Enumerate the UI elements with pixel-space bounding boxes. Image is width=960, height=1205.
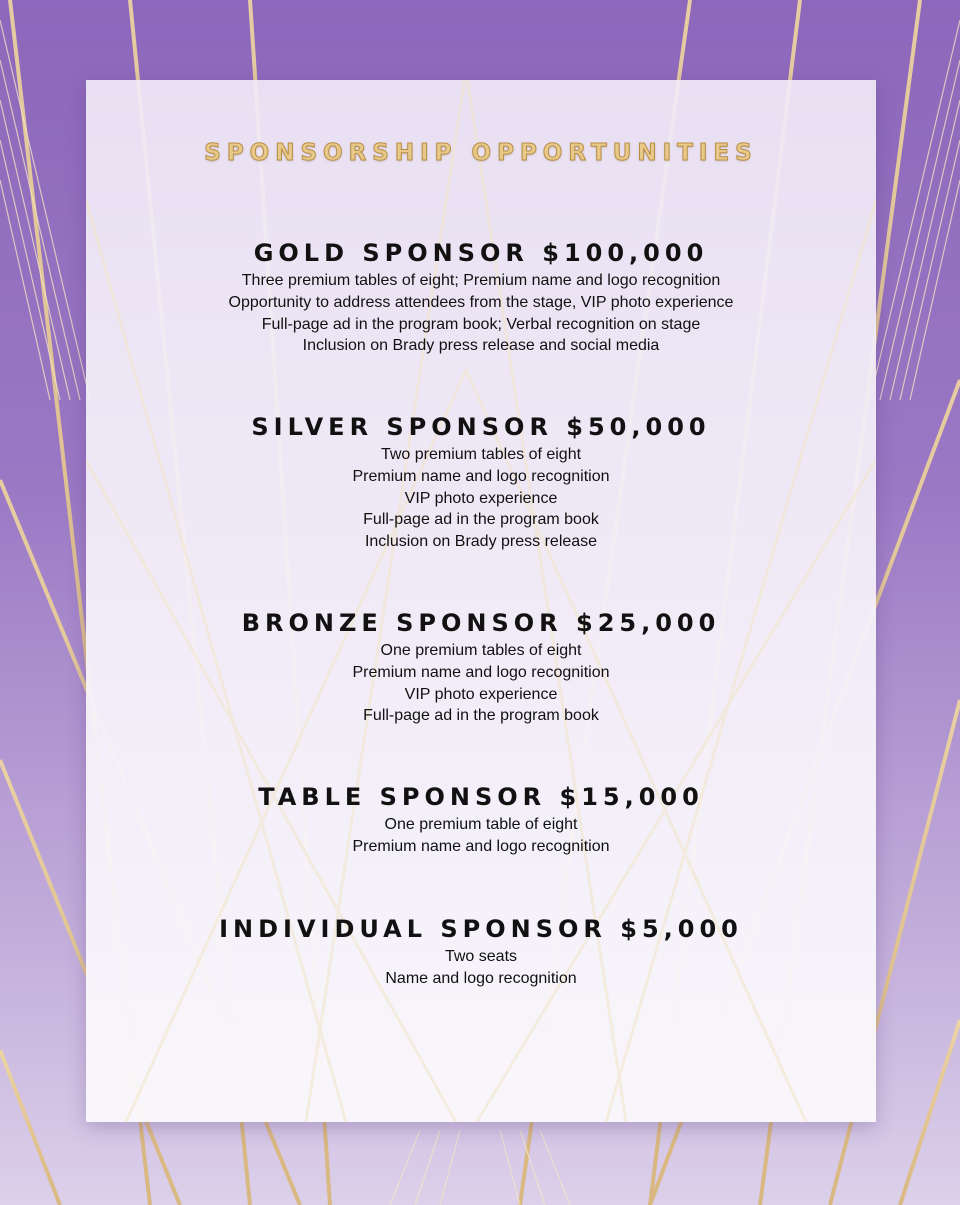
tier-silver [86, 412, 876, 553]
tier-bronze [86, 608, 876, 727]
tier-table-benefit: Premium name and logo recognition [352, 837, 610, 855]
tier-bronze-benefit: Premium name and logo recognition [352, 663, 610, 681]
tier-silver-title: SILVER SPONSOR $50,000 [251, 413, 711, 441]
tier-bronze-benefit: Full-page ad in the program book [363, 707, 599, 725]
tier-individual [86, 914, 876, 990]
tier-gold [86, 238, 876, 357]
tier-silver-benefit: VIP photo experience [404, 489, 558, 507]
tier-silver-benefit: Inclusion on Brady press release [364, 533, 598, 551]
tier-silver-benefit: Premium name and logo recognition [352, 467, 610, 485]
tier-gold-benefit: Inclusion on Brady press release and social media [302, 337, 660, 355]
tier-table [86, 782, 876, 858]
tier-gold-benefit: Opportunity to address attendees from the stage, VIP photo experience [228, 293, 734, 311]
sponsorship-card [86, 80, 876, 1122]
tier-silver-benefit: Two premium tables of eight [380, 446, 582, 463]
page-title: SPONSORSHIP OPPORTUNITIES [204, 140, 758, 166]
tier-individual-benefit: Two seats [444, 948, 518, 965]
tier-individual-title: INDIVIDUAL SPONSOR $5,000 [219, 915, 743, 943]
tier-bronze-title: BRONZE SPONSOR $25,000 [241, 609, 721, 637]
tier-table-benefit: One premium table of eight [384, 816, 578, 833]
tier-individual-benefit: Name and logo recognition [385, 969, 577, 987]
tier-bronze-benefit: VIP photo experience [404, 685, 558, 703]
tier-gold-benefit: Full-page ad in the program book; Verbal recognition on stage [261, 315, 701, 333]
tier-bronze-benefit: One premium tables of eight [380, 642, 582, 659]
tier-gold-title: GOLD SPONSOR $100,000 [253, 239, 709, 267]
tier-gold-benefit: Three premium tables of eight; Premium name and logo recognition [241, 272, 721, 289]
tier-table-title: TABLE SPONSOR $15,000 [258, 783, 704, 811]
tier-silver-benefit: Full-page ad in the program book [363, 511, 599, 529]
